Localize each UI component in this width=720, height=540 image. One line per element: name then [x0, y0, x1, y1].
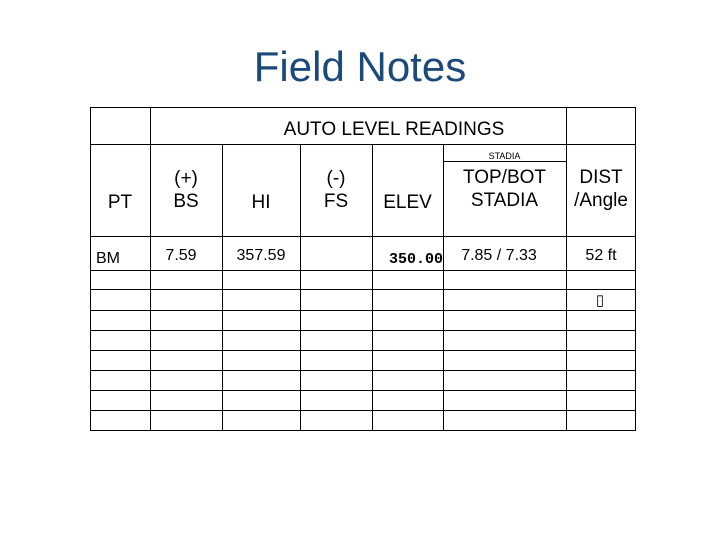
cell-bs: 7.59	[165, 247, 197, 264]
fs-sign: (-)	[326, 168, 346, 189]
bs-sign: (+)	[174, 168, 198, 189]
cell-hi: 357.59	[236, 247, 286, 264]
stadia-caption: STADIA	[488, 151, 521, 161]
page-title: Field Notes	[253, 43, 467, 90]
bs-label: BS	[173, 191, 199, 212]
cell-stadia: 7.85 / 7.33	[461, 247, 537, 264]
cell-pt: BM	[96, 250, 120, 267]
dist-top-label: DIST	[579, 167, 623, 188]
dist-bottom-label: /Angle	[574, 190, 628, 211]
marker-icon: ▯	[595, 292, 605, 309]
cell-elev: 350.00	[388, 251, 443, 268]
column-header-pt: PT	[107, 192, 133, 213]
group-header: AUTO LEVEL READINGS	[283, 119, 505, 140]
column-header-hi: HI	[251, 192, 271, 213]
stadia-top-label: TOP/BOT	[462, 167, 547, 188]
fs-label: FS	[323, 191, 349, 212]
column-header-elev: ELEV	[383, 192, 432, 213]
cell-dist: 52 ft	[585, 247, 617, 264]
stadia-bottom-label: STADIA	[470, 190, 539, 211]
